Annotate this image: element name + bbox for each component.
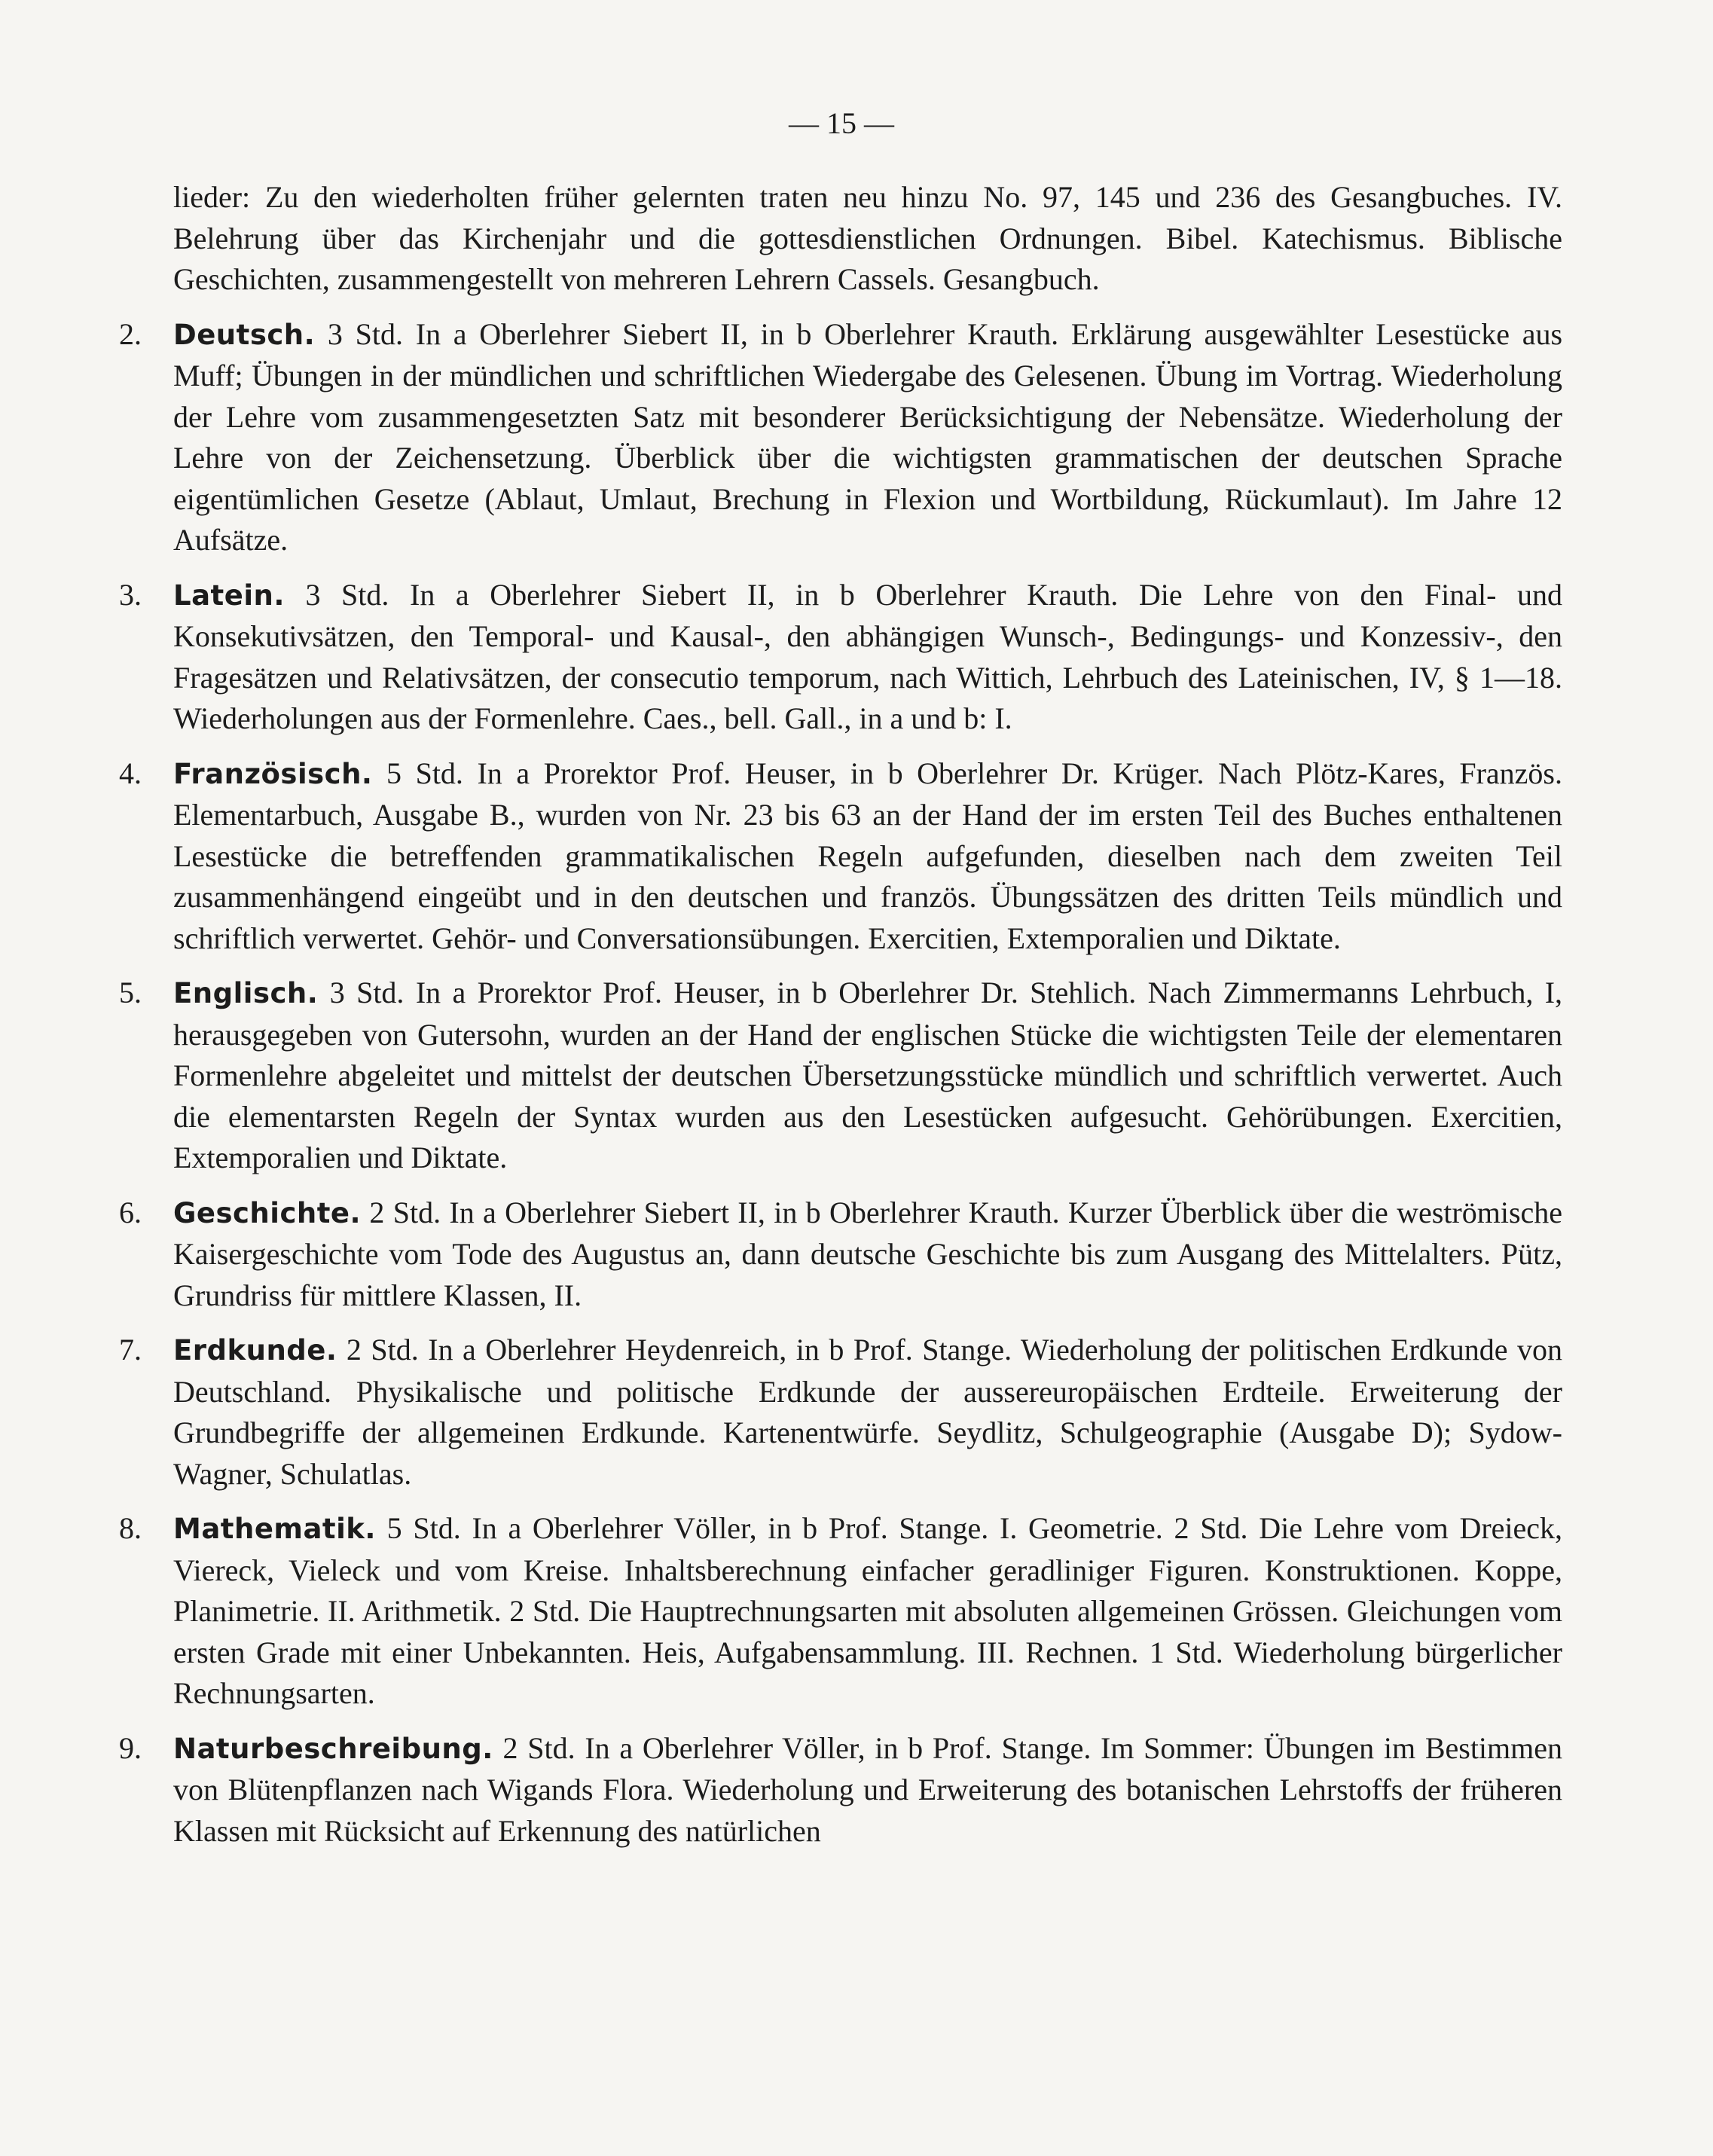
section-deutsch (105, 314, 1562, 561)
section-latein (105, 575, 1562, 740)
section-geschichte (105, 1193, 1562, 1317)
section-text: In a Prorektor Prof. Heuser, in b Oberlehrer Dr. Stehlich. Nach Zimmermanns Lehrbuch, I, herausgegeben von Gutersohn, wurden an der Hand der englischen Stücke die wichtigsten Teile der elementaren Formenlehre abgeleitet und mittelst der deutschen Übersetzungsstücke mündlich und schriftlich verwertet. Auch die elementarsten Regeln der Syntax wurden aus den Lesestücken aufgesucht. Gehörübungen. Exercitien, Extemporalien und Diktate. (173, 976, 1563, 1174)
section-text: In a Oberlehrer Völler, in b Prof. Stange. I. Geometrie. 2 Std. Die Lehre vom Dreieck, Viereck, Vieleck und vom Kreise. Inhaltsberechnung einfacher geradliniger Figuren. Konstruktionen. Koppe, Planimetrie. II. Arithmetik. 2 Std. Die Hauptrechnungsarten mit absoluten allgemeinen Grössen. Gleichungen vom ersten Grade mit einer Unbekannten. Heis, Aufgabensammlung. III. Rechnen. 1 Std. Wiederholung bürgerlicher Rechnungsarten. (173, 1511, 1563, 1710)
section-number: 8. (119, 1511, 142, 1545)
section-text: In a Oberlehrer Siebert II, in b Oberlehrer Krauth. Die Lehre von den Final- und Konsekutivsätzen, den Temporal- und Kausal-, den abhängigen Wunsch-, Bedingungs- und Konzessiv-, den Fragesätzen und Relativsätzen, der consecutio temporum, nach Wittich, Lehrbuch des Lateinischen, IV, § 1—18. Wiederholungen aus der Formenlehre. Caes., bell. Gall., in a und b: I. (173, 577, 1563, 735)
subject-heading: Deutsch. (173, 318, 316, 351)
section-hours: 2 Std. (346, 1333, 419, 1367)
section-hours: 3 Std. (305, 577, 389, 612)
page-number: — 15 — (789, 106, 894, 140)
section-naturbeschreibung (105, 1728, 1562, 1852)
section-number: 5. (119, 976, 142, 1009)
subject-heading: Naturbeschreibung. (173, 1732, 493, 1765)
section-number: 6. (119, 1195, 142, 1229)
section-number: 7. (119, 1333, 142, 1367)
subject-heading: Mathematik. (173, 1513, 376, 1545)
section-number: 3. (119, 577, 142, 612)
section-mathematik (105, 1508, 1562, 1715)
section-franzoesisch (105, 753, 1562, 960)
section-number: 9. (119, 1730, 142, 1765)
subject-heading: Französisch. (173, 757, 373, 790)
section-text: In a Oberlehrer Siebert II, in b Oberlehrer Krauth. Kurzer Überblick über die weströmische Kaisergeschichte vom Tode des Augustus an, dann deutsche Geschichte bis zum Ausgang des Mittelalters. Pütz, Grundriss für mittlere Klassen, II. (173, 1195, 1563, 1312)
section-text: In a Oberlehrer Völler, in b Prof. Stange. Im Sommer: Übungen im Bestimmen von Blütenpflanzen nach Wigands Flora. Wiederholung und Erweiterung des botanischen Lehrstoffs der früheren Klassen mit Rücksicht auf Erkennung des natürlichen (173, 1730, 1563, 1848)
section-hours: 5 Std. (386, 1511, 461, 1545)
section-text: In a Oberlehrer Heydenreich, in b Prof. Stange. Wiederholung der politischen Erdkunde von Deutschland. Physikalische und politische Erdkunde der aussereuropäischen Erdteile. Erweiterung der Grundbegriffe der allgemeinen Erdkunde. Kartenentwürfe. Seydlitz, Schulgeographie (Ausgabe D); Sydow-Wagner, Schulatlas. (173, 1333, 1563, 1491)
subject-heading: Englisch. (173, 977, 319, 1009)
section-hours: 3 Std. (329, 976, 405, 1009)
subject-heading: Erdkunde. (173, 1334, 337, 1367)
section-number: 2. (119, 316, 142, 351)
intro-paragraph: lieder: Zu den wiederholten früher gelernten traten neu hinzu No. 97, 145 und 236 des Gesangbuches. IV. Belehrung über das Kirchenjahr und die gottesdienstlichen Ordnungen. Bibel. Katechismus. Biblische Geschichten, zusammengestellt von mehreren Lehrern Cassels. Gesangbuch. (173, 180, 1562, 296)
section-hours: 5 Std. (386, 756, 463, 790)
section-number: 4. (119, 756, 142, 790)
section-hours: 2 Std. (369, 1195, 441, 1229)
subject-heading: Latein. (173, 579, 285, 612)
section-erdkunde (105, 1330, 1562, 1495)
section-text: In a Oberlehrer Siebert II, in b Oberlehrer Krauth. Erklärung ausgewählter Lesestücke aus Muff; Übungen in der mündlichen und schriftlichen Wiedergabe des Gelesenen. Übung im Vortrag. Wiederholung der Lehre vom zusammengesetzten Satz mit besonderer Berücksichtigung der Nebensätze. Wiederholung der Lehre von der Zeichensetzung. Überblick über die wichtigsten grammatischen der deutschen Sprache eigentümlichen Gesetze (Ablaut, Umlaut, Brechung in Flexion und Wortbildung, Rückumlaut). Im Jahre 12 Aufsätze. (173, 316, 1563, 557)
section-hours: 3 Std. (327, 316, 404, 351)
subject-heading: Geschichte. (173, 1196, 362, 1229)
section-hours: 2 Std. (502, 1730, 576, 1765)
section-text: In a Prorektor Prof. Heuser, in b Oberlehrer Dr. Krüger. Nach Plötz-Kares, Französ. Elementarbuch, Ausgabe B., wurden von Nr. 23 bis 63 an der Hand der im ersten Teil des Buches enthaltenen Lesestücke die betreffenden grammatikalischen Regeln aufgefunden, dieselben nach dem zweiten Teil zusammenhängend eingeübt und in den deutschen und französ. Übungssätzen des dritten Teils mündlich und schriftlich verwertet. Gehör- und Conversationsübungen. Exercitien, Extemporalien und Diktate. (173, 756, 1562, 955)
section-englisch (105, 973, 1562, 1179)
